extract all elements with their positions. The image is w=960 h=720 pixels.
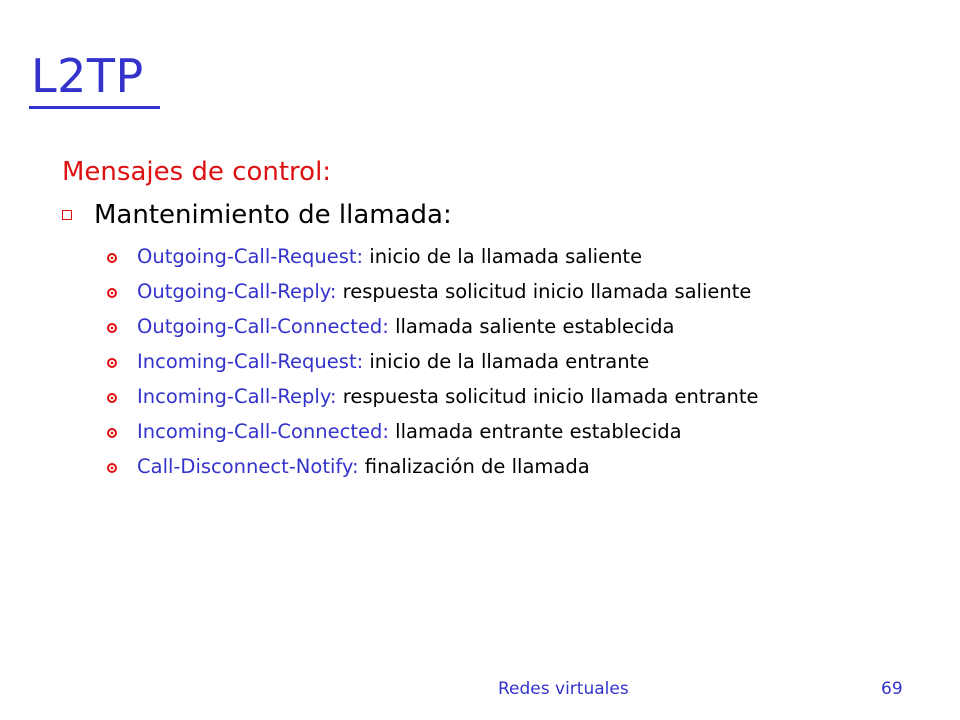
message-description: respuesta solicitud inicio llamada entrante: [336, 385, 759, 408]
circle-bullet-icon: [107, 393, 117, 403]
list-item-text: [137, 419, 682, 444]
list-item-text: [137, 384, 759, 409]
message-name: Incoming-Call-Request:: [137, 350, 364, 373]
list-item-text: [137, 349, 649, 374]
circle-bullet-icon: [107, 253, 117, 263]
circle-bullet-icon: [107, 358, 117, 368]
list-item: [107, 314, 837, 339]
list-item: [107, 349, 837, 374]
message-description: llamada saliente establecida: [388, 315, 675, 338]
list-item: [107, 244, 837, 269]
message-name: Outgoing-Call-Connected:: [137, 315, 389, 338]
bullet-row: [62, 198, 922, 232]
message-description: finalización de llamada: [358, 455, 590, 478]
circle-bullet-icon: [107, 428, 117, 438]
list-item-text: [137, 454, 590, 479]
square-bullet-icon: [62, 210, 72, 220]
circle-bullet-icon: [107, 288, 117, 298]
message-description: respuesta solicitud inicio llamada saliente: [336, 280, 752, 303]
page-number: 69: [881, 679, 903, 699]
message-name: Incoming-Call-Reply:: [137, 385, 337, 408]
message-name: Outgoing-Call-Request:: [137, 245, 364, 268]
section-heading: Mensajes de control:: [62, 157, 332, 187]
message-description: llamada entrante establecida: [388, 420, 682, 443]
circle-bullet-icon: [107, 463, 117, 473]
title-underline: [29, 106, 160, 109]
message-name: Call-Disconnect-Notify:: [137, 455, 359, 478]
message-list: [107, 244, 837, 489]
list-item: [107, 279, 837, 304]
message-description: inicio de la llamada entrante: [363, 350, 650, 373]
list-item: [107, 454, 837, 479]
list-item-text: [137, 279, 751, 304]
bullet-level-1: [62, 198, 922, 232]
list-item-text: [137, 244, 642, 269]
slide-title: L2TP: [31, 49, 144, 103]
message-name: Incoming-Call-Connected:: [137, 420, 389, 443]
list-item: [107, 384, 837, 409]
list-item-text: [137, 314, 674, 339]
list-item: [107, 419, 837, 444]
circle-bullet-icon: [107, 323, 117, 333]
message-name: Outgoing-Call-Reply:: [137, 280, 337, 303]
bullet-text: Mantenimiento de llamada:: [94, 200, 452, 230]
message-description: inicio de la llamada saliente: [363, 245, 643, 268]
footer-title: Redes virtuales: [498, 679, 629, 699]
